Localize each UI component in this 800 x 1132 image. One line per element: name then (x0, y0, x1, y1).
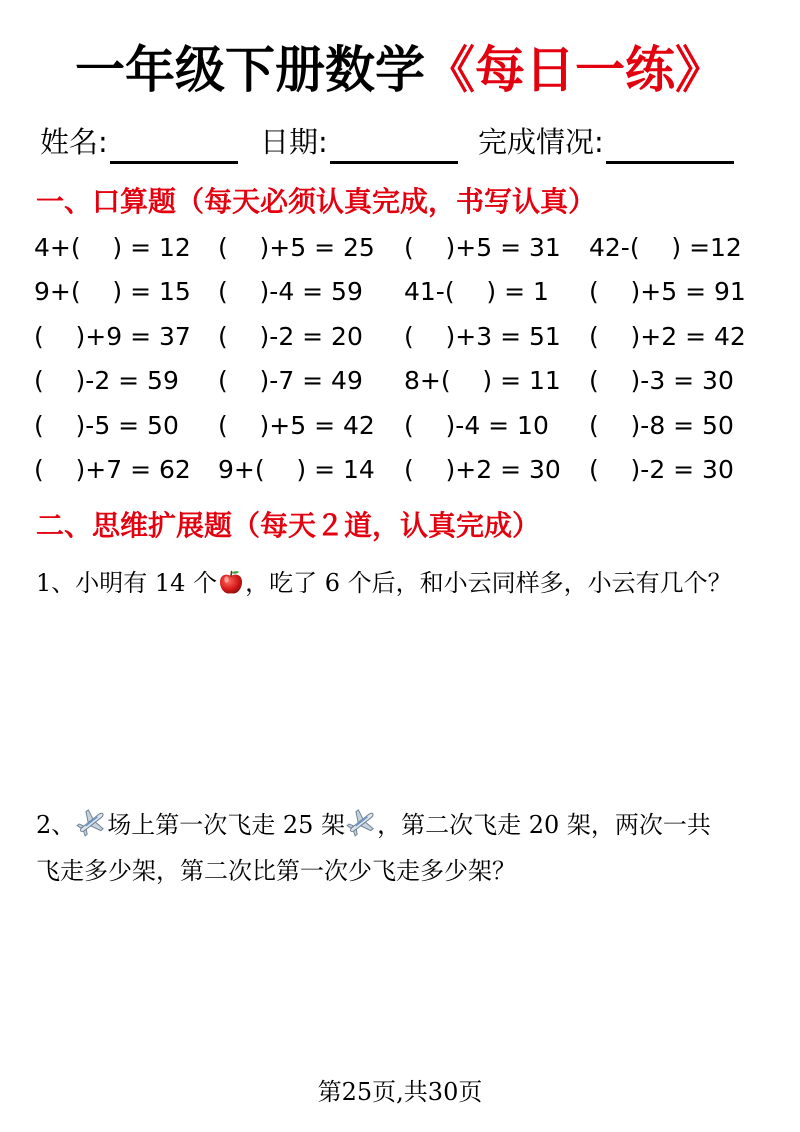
calc-item[interactable]: 4+( ) = 12 (34, 233, 191, 262)
word-problem-2 (36, 802, 766, 894)
calc-item[interactable]: 9+( ) = 15 (34, 277, 191, 307)
page-title (0, 38, 800, 102)
calc-item[interactable]: 9+( ) = 14 (218, 454, 375, 484)
calc-item[interactable]: 41-( ) = 1 (404, 277, 549, 307)
calc-row (34, 315, 774, 359)
problem1-text-start: 1、小明有 14 个 (36, 569, 218, 597)
apple-icon (218, 564, 244, 590)
calc-item[interactable]: ( )+2 = 42 (589, 321, 746, 351)
calc-item[interactable]: ( )+2 = 30 (404, 454, 561, 484)
name-field[interactable] (40, 120, 238, 164)
title-accent: 《每日一练》 (425, 41, 725, 99)
calc-item[interactable]: ( )+5 = 25 (218, 233, 375, 262)
calc-item[interactable]: ( )-2 = 59 (34, 366, 179, 396)
student-info-row (40, 120, 760, 164)
calc-item[interactable]: ( )+3 = 51 (404, 321, 561, 351)
calc-item[interactable]: ( )+7 = 62 (34, 454, 191, 484)
date-blank[interactable] (330, 125, 458, 164)
problem2-prefix: 2、 (36, 811, 76, 839)
status-label: 完成情况: (478, 125, 604, 159)
section2-heading: 二、思维扩展题（每天２道，认真完成） (36, 509, 541, 542)
calc-item[interactable]: ( )+5 = 42 (218, 410, 375, 440)
calc-item[interactable]: ( )-4 = 10 (404, 410, 549, 440)
mental-math-grid (34, 226, 774, 492)
date-label: 日期: (260, 125, 328, 159)
calc-item[interactable]: ( )-2 = 30 (589, 454, 734, 484)
calc-row (34, 359, 774, 403)
status-field[interactable] (478, 120, 734, 164)
calc-item[interactable]: ( )+5 = 31 (404, 233, 561, 262)
problem2-text-end: ，第二次飞走 20 架，两次一共 (377, 811, 711, 839)
calc-item[interactable]: ( )-8 = 50 (589, 410, 734, 440)
section1-heading: 一、口算题（每天必须认真完成，书写认真） (36, 185, 597, 218)
title-main: 一年级下册数学 (75, 41, 425, 99)
date-field[interactable] (260, 120, 458, 164)
calc-row (34, 226, 774, 270)
name-label: 姓名: (40, 125, 108, 159)
status-blank[interactable] (606, 125, 734, 164)
page-number: 第25页,共30页 (317, 1078, 483, 1106)
problem2-text-mid: 场上第一次飞走 25 架 (107, 811, 346, 839)
name-blank[interactable] (110, 125, 238, 164)
calc-item[interactable]: ( )-2 = 20 (218, 321, 363, 351)
calc-item[interactable]: ( )-7 = 49 (218, 366, 363, 396)
calc-row (34, 404, 774, 448)
problem2-text-line2: 飞走多少架，第二次比第一次少飞走多少架？ (36, 857, 516, 885)
calc-item[interactable]: ( )-4 = 59 (218, 277, 363, 307)
calc-item[interactable]: ( )+9 = 37 (34, 321, 191, 351)
calc-item[interactable]: 8+( ) = 11 (404, 366, 561, 396)
airplane-icon (345, 807, 377, 839)
calc-item[interactable]: 42-( ) =12 (589, 233, 742, 262)
word-problem-1 (36, 560, 766, 606)
calc-row (34, 448, 774, 492)
calc-row (34, 270, 774, 314)
problem1-text-end: ，吃了 6 个后，和小云同样多，小云有几个？ (245, 569, 732, 597)
airplane-icon (75, 807, 107, 839)
calc-item[interactable]: ( )+5 = 91 (589, 277, 746, 307)
calc-item[interactable]: ( )-3 = 30 (589, 366, 734, 396)
calc-item[interactable]: ( )-5 = 50 (34, 410, 179, 440)
